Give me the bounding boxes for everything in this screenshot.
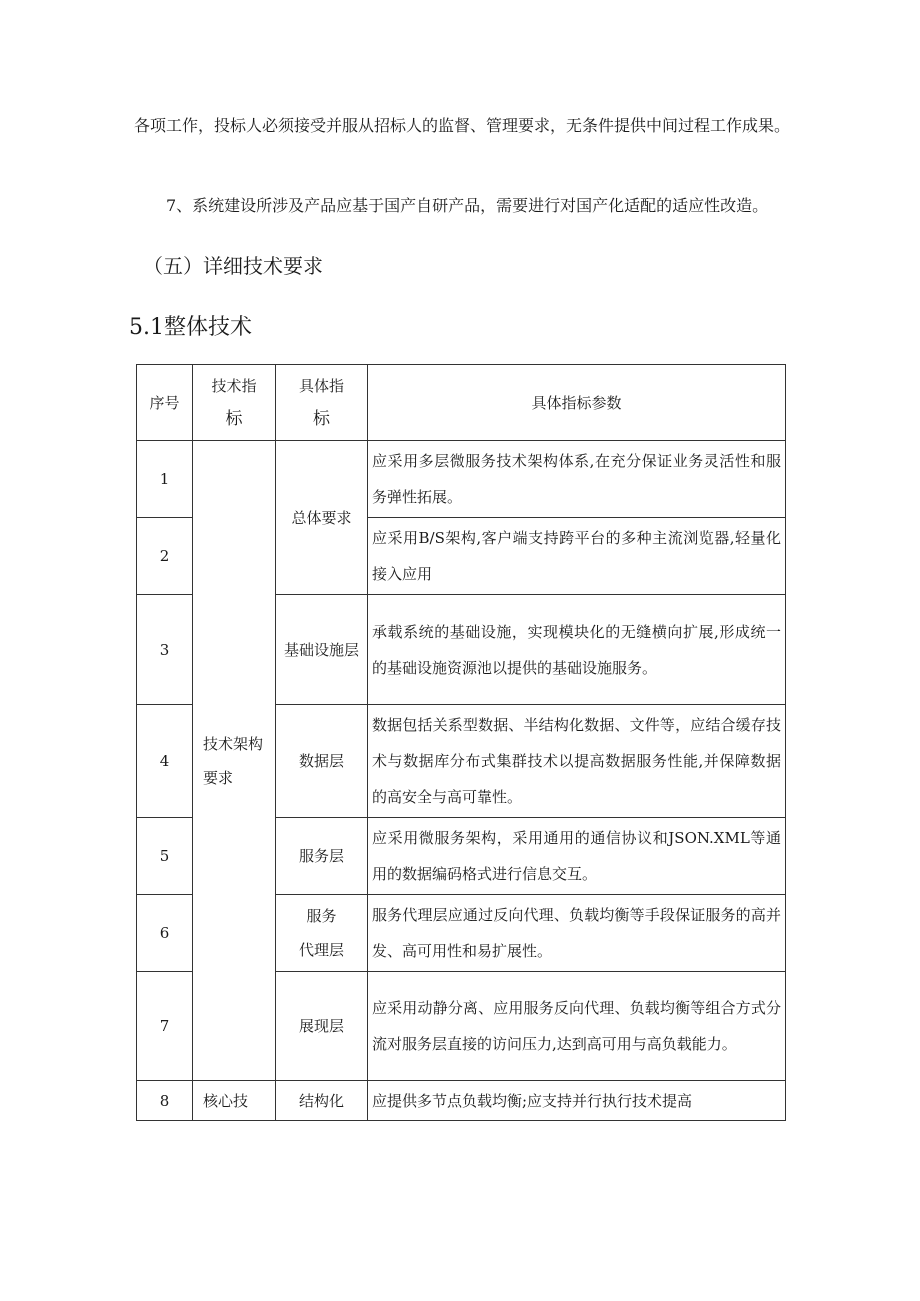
row-no: 2: [137, 518, 193, 595]
indicator-proxy-line2: 代理层: [298, 941, 344, 959]
indicator-proxy-line1: 服务: [306, 907, 337, 925]
group-core: 核心技: [193, 1081, 276, 1121]
header-tech-line2: 标: [225, 408, 243, 429]
table-header-row: [137, 365, 786, 441]
row-no: 8: [137, 1081, 193, 1121]
tech-requirements-table: [136, 364, 786, 1121]
indicator-infra: 基础设施层: [276, 595, 368, 705]
intro-paragraph-1: 各项工作，投标人必须接受并服从招标人的监督、管理要求，无条件提供中间过程工作成果。: [134, 116, 791, 135]
header-params: 具体指标参数: [368, 365, 786, 441]
row-no: 1: [137, 441, 193, 518]
intro-paragraph-2: 7、系统建设所涉及产品应基于国产自研产品，需要进行对国产化适配的适应性改造。: [166, 196, 769, 215]
header-spec-line1: 具体指: [298, 376, 344, 395]
indicator-display: 展现层: [276, 972, 368, 1081]
indicator-service: 服务层: [276, 818, 368, 895]
header-no: 序号: [137, 365, 193, 441]
row-params: 服务代理层应通过反向代理、负载均衡等手段保证服务的高并发、高可用性和易扩展性。: [368, 895, 786, 972]
header-tech-line1: 技术指: [211, 376, 257, 395]
row-params: 应采用动静分离、应用服务反向代理、负载均衡等组合方式分流对服务层直接的访问压力,达到高可用与高负载能力。: [368, 972, 786, 1081]
row-no: 5: [137, 818, 193, 895]
row-no: 4: [137, 705, 193, 818]
row-params: 应采用多层微服务技术架构体系,在充分保证业务灵活性和服务弹性拓展。: [368, 441, 786, 518]
row-params: 应采用微服务架构，采用通用的通信协议和JSON.XML等通用的数据编码格式进行信息交互。: [368, 818, 786, 895]
subsection-heading: 5.1整体技术: [129, 315, 252, 340]
row-params: 应提供多节点负载均衡;应支持并行执行技术提高: [368, 1081, 786, 1121]
header-spec-indicator: [276, 365, 368, 441]
header-spec-line2: 标: [313, 408, 330, 429]
indicator-data: 数据层: [276, 705, 368, 818]
header-tech-indicator: [193, 365, 276, 441]
row-no: 6: [137, 895, 193, 972]
row-params: 应采用B/S架构,客户端支持跨平台的多种主流浏览器,轻量化接入应用: [368, 518, 786, 595]
row-no: 7: [137, 972, 193, 1081]
indicator-general: 总体要求: [276, 441, 368, 595]
group-tech-arch: 技术架构要求: [193, 441, 276, 1081]
table-row: [137, 441, 786, 518]
row-no: 3: [137, 595, 193, 705]
section-heading: （五）详细技术要求: [143, 254, 323, 278]
table-row: [137, 1081, 786, 1121]
indicator-proxy: [276, 895, 368, 972]
row-params: 承载系统的基础设施，实现模块化的无缝横向扩展,形成统一的基础设施资源池以提供的基础设施服务。: [368, 595, 786, 705]
row-params: 数据包括关系型数据、半结构化数据、文件等，应结合缓存技术与数据库分布式集群技术以提高数据服务性能,并保障数据的高安全与高可靠性。: [368, 705, 786, 818]
indicator-structured: 结构化: [276, 1081, 368, 1121]
